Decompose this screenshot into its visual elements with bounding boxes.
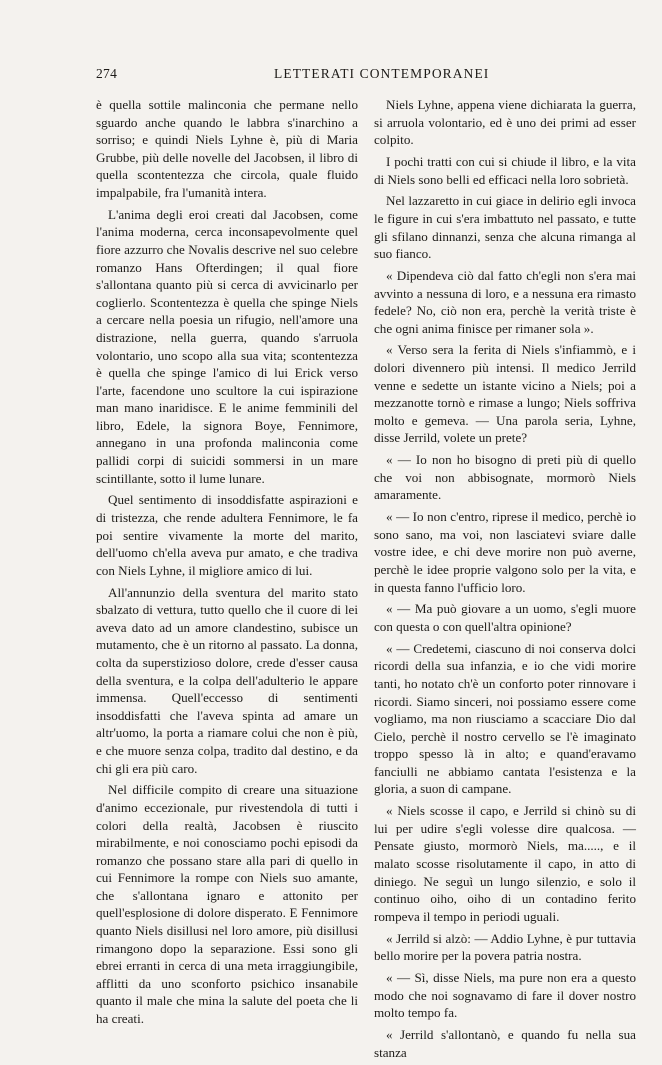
paragraph: All'annunzio della sventura del marito stato sbalzato di vettura, tutto quello che il cuore di lei aveva dato ad un amore clandestino, subisce un mutamento, che è un ritorno al passato. La donna, colta da superstizioso dolore, crede d'esser causa della sventura, e la colpa dell'adulterio le appare immensa. Quell'eccesso di sentimenti insoddisfatti che l'aveva spinta ad amare un altr'uomo, la porta a riamare colui che non è più, e che muore senza colpa, tradito dal destino, e da chi gli era più caro. [96, 584, 358, 776]
paragraph: « — Io non c'entro, riprese il medico, perchè io sono sano, ma voi, non lasciatevi sviare dalle vostre idee, e chi deve morire non può averne, perchè le idee proprie valgono solo per la vita, e in questa fanno l'ufficio loro. [374, 509, 636, 595]
paragraph: « Dipendeva ciò dal fatto ch'egli non s'era mai avvinto a nessuna di loro, e a nessuna era rimasto fedele? No, ciò non era, perchè la verità triste è che ogni anima finisce per rimaner sola ». [374, 267, 636, 336]
paragraph: è quella sottile malinconia che permane nello sguardo anche quando le labbra s'inarchino a sorriso; e quindi Niels Lyhne è, più di Maria Grubbe, più delle novelle del Jacobsen, il libro di quella scontentezza che circola, quale fluido impalpabile, fra l'umanità intera. [96, 97, 358, 200]
paragraph: I pochi tratti con cui si chiude il libro, e la vita di Niels sono belli ed efficaci nella loro sobrietà. [374, 153, 636, 187]
paragraph: Quel sentimento di insoddisfatte aspirazioni e di tristezza, che rende adultera Fennimore, le fa poi sentire vivamente la morte del marito, dell'uomo ch'ella aveva pur amato, e che tradiva con Niels Lyhne, il migliore amico di lui. [96, 492, 358, 578]
paragraph: « Verso sera la ferita di Niels s'infiammò, e i dolori divennero più intensi. Il medico Jerrild venne e sedette un istante vicino a Niels; poi a mezzanotte tornò e rimase a lungo; Niels soffriva molto e gemeva. — Una parola seria, Lyhne, disse Jerrild, volete un prete? [374, 342, 636, 446]
paragraph: Nel difficile compito di creare una situazione d'animo eccezionale, pur rivestendola di tutti i colori della realtà, Jacobsen è riuscito mirabilmente, e noi conosciamo pochi episodi da romanzo che possano stare alla pari di quello in cui Fennimore la rompe con Niels suo amante, che s'allontana ignaro e attonito per quell'esplosione di dolore disperato. E Fennimore quanto Niels disillusi nel loro amore, più disillusi rimangono dopo la separazione. Essi sono gli ebrei erranti in cerca di una meta irraggiungibile, afflitti da uno sconforto psichico insanabile quanto il male che mina la salute del poeta che li ha creati. [96, 782, 358, 1027]
right-column [374, 96, 636, 1065]
paragraph: « Niels scosse il capo, e Jerrild si chinò su di lui per udire s'egli volesse dire qualcosa. — Pensate giusto, mormorò Niels, ma....., e il malato scosse risolutamente il capo, in atto di diniego. Ne seguì un lungo silenzio, e solo il continuo oiho, oiho di un contadino ferito rompeva il tempo in periodi uguali. [374, 803, 636, 924]
paragraph: Nel lazzaretto in cui giace in delirio egli invoca le figure in cui s'era imbattuto nel passato, e tutte gli sfilano dinnanzi, senza che alcuna rimanga al suo fianco. [374, 193, 636, 262]
paragraph: « — Io non ho bisogno di preti più di quello che voi non abbisognate, mormorò Niels amaramente. [374, 452, 636, 503]
paragraph: « Jerrild si alzò: — Addio Lyhne, è pur tuttavia bello morire per la povera patria nostra. [374, 930, 636, 964]
paragraph: L'anima degli eroi creati dal Jacobsen, come l'anima moderna, cerca inconsapevolmente quel fiore azzurro che Novalis descrive nel suo celebre romanzo Hans Ofterdingen; il qual fiore s'allontana quanto più si cerca di avvicinarlo per coglierlo. Scontentezza è quella che spinge Niels a cercare nella poesia un rifugio, nell'amore una distrazione, nella guerra, quando s'arruola volontario, uno scopo alla sua vita; scontentezza è quella che spinge l'amico di lui Erick verso l'arte, facendone uno scultore la cui ispirazione man mano inaridisce. E le anime femminili del libro, Edele, la signora Boye, Fennimore, annegano in una profonda malinconia come pallidi corpi di suicidi sommersi in un mare scintillante, sotto il lume lunare. [96, 206, 358, 486]
page-number: 274 [96, 66, 118, 81]
left-column [96, 96, 358, 1032]
paragraph: « — Ma può giovare a un uomo, s'egli muore con questa o con quell'altra opinione? [374, 601, 636, 634]
paragraph: Niels Lyhne, appena viene dichiarata la guerra, si arruola volontario, ed è uno dei primi ad esser colpito. [374, 97, 636, 148]
paragraph: « — Sì, disse Niels, ma pure non era a questo modo che noi sognavamo di fare il dover nostro molto tempo fa. [374, 969, 636, 1021]
paragraph: « — Credetemi, ciascuno di noi conserva dolci ricordi della sua infanzia, e io che vidi morire tanti, ho notato ch'è un conforto poter rinnovare i ricordi. Siamo sinceri, noi possiamo essere come vogliamo, ma non riusciamo a scacciare Dio dal Cielo, perchè il nostro cervello se l'è imaginato troppo spesso là in alto; e quand'eravamo fanciulli ne abbiamo cantata l'esistenza e la gloria, a suon di campane. [374, 640, 636, 797]
running-title: LETTERATI CONTEMPORANEI [274, 66, 490, 81]
page-header [96, 66, 646, 86]
paragraph: « Jerrild s'allontanò, e quando fu nella sua stanza [374, 1026, 636, 1060]
